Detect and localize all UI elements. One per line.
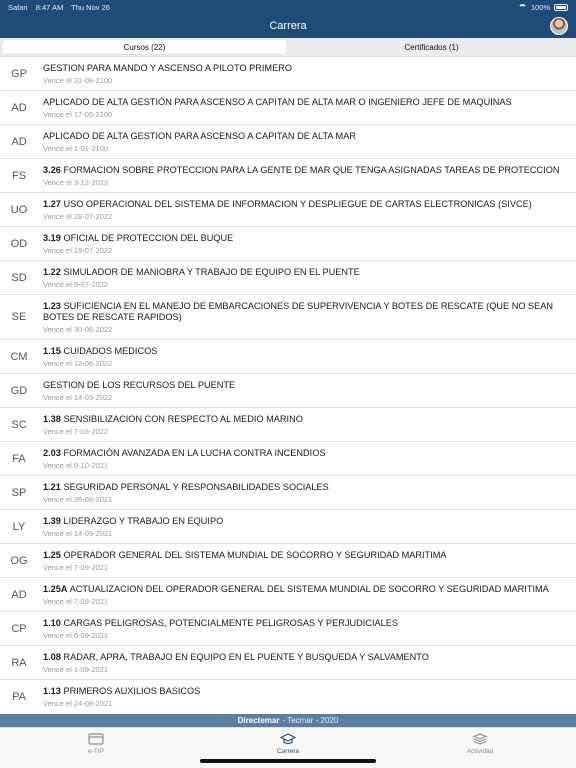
course-title: [43, 618, 398, 629]
course-name: SIMULADOR DE MANIOBRA Y TRABAJO DE EQUIPO EN EL PUENTE: [63, 267, 360, 277]
course-abbr: AD: [11, 135, 27, 148]
course-expiry: Vence el 1-09-2021: [43, 665, 109, 674]
course-row[interactable]: [0, 374, 576, 408]
course-name: APLICADO DE ALTA GESTION PARA ASCENSO A CAPITAN DE ALTA MAR: [43, 131, 356, 141]
course-row[interactable]: [0, 57, 576, 91]
course-row[interactable]: [0, 91, 576, 125]
course-row[interactable]: [0, 159, 576, 193]
tabbar-label-carrera: Carrera: [276, 748, 300, 755]
course-name: GESTION DE LOS RECURSOS DEL PUENTE: [43, 380, 236, 390]
course-name: GESTION PARA MANDO Y ASCENSO A PILOTO PRIMERO: [43, 63, 292, 73]
course-expiry: Vence el 7-09-2021: [43, 563, 109, 572]
course-row[interactable]: [0, 227, 576, 261]
course-expiry: Vence el 9-10-2021: [43, 461, 109, 470]
tabbar-item-etip[interactable]: [0, 728, 192, 768]
course-name: APLICADO DE ALTA GESTIÓN PARA ASCENSO A CAPITAN DE ALTA MAR O INGENIERO JEFE DE MAQUINAS: [43, 97, 512, 107]
course-code: 1.13: [43, 686, 61, 696]
course-code: 1.10: [43, 618, 61, 628]
footer-text: - Tecmar - 2020: [282, 716, 339, 725]
course-title: [43, 652, 429, 663]
course-row[interactable]: [0, 261, 576, 295]
course-row[interactable]: [0, 612, 576, 646]
course-expiry: Vence el 14-03-2022: [43, 393, 113, 402]
home-indicator: [200, 759, 376, 763]
course-row[interactable]: [0, 680, 576, 713]
course-name: SENSIBILIZACION CON RESPECTO AL MEDIO MARINO: [63, 414, 303, 424]
avatar[interactable]: [550, 17, 568, 35]
footer-strip: [0, 714, 576, 727]
course-code: 1.38: [43, 414, 61, 424]
course-expiry: Vence el 7-03-2022: [43, 427, 109, 436]
course-code: 3.19: [43, 233, 61, 243]
course-code: 2.03: [43, 448, 61, 458]
course-body: [38, 476, 337, 509]
course-title: [43, 686, 200, 697]
tabbar-label-etip: e-TIP: [88, 748, 104, 755]
course-abbr: RA: [11, 656, 27, 669]
course-body: [38, 578, 557, 611]
course-code: 1.27: [43, 199, 61, 209]
course-row[interactable]: [0, 125, 576, 159]
page-title: Carrera: [269, 20, 307, 32]
course-expiry: Vence el 19-07-2022: [43, 246, 113, 255]
course-code: 1.23: [43, 301, 61, 311]
course-name: USO OPERACIONAL DEL SISTEMA DE INFORMACION Y DESPLIEGUE DE CARTAS ELECTRONICAS (SIVCE): [63, 199, 532, 209]
course-row[interactable]: [0, 442, 576, 476]
course-code: 1.08: [43, 652, 61, 662]
course-name: OFICIAL DE PROTECCION DEL BUQUE: [63, 233, 234, 243]
course-abbr: AD: [11, 588, 27, 601]
course-code: 1.39: [43, 516, 61, 526]
course-name: SEGURIDAD PERSONAL Y RESPONSABILIDADES SOCIALES: [63, 482, 329, 492]
course-title: [43, 233, 233, 244]
course-title: [43, 448, 326, 459]
course-body: [38, 91, 520, 124]
tabbar-item-actividad[interactable]: [384, 728, 576, 768]
course-abbr: CP: [11, 622, 27, 635]
course-expiry: Vence el 9-07-2022: [43, 280, 109, 289]
course-body: [38, 680, 208, 713]
course-name: OPERADOR GENERAL DEL SISTEMA MUNDIAL DE SOCORRO Y SEGURIDAD MARITIMA: [63, 550, 447, 560]
course-list: [0, 57, 576, 713]
tabbar-label-actividad: Actividad: [466, 748, 494, 755]
course-name: SUFICIENCIA EN EL MANEJO DE EMBARCACIONES DE SUPERVIVENCIA Y BOTES DE RESCATE (QUE NO SEAN BOTES DE RESCATE RAPIDOS): [43, 301, 554, 322]
course-name: PRIMEROS AUXILIOS BASICOS: [63, 686, 201, 696]
course-abbr: GD: [10, 384, 28, 397]
course-title: [43, 97, 512, 108]
course-body: [38, 646, 437, 679]
course-row[interactable]: [0, 646, 576, 680]
course-name: CARGAS PELIGROSAS, POTENCIALMENTE PELIGROSAS Y PERJUDICIALES: [63, 618, 399, 628]
course-abbr: AD: [11, 101, 27, 114]
course-code: 1.21: [43, 482, 61, 492]
course-title: [43, 131, 356, 142]
course-abbr: FS: [11, 169, 27, 182]
course-body: [38, 340, 165, 373]
course-row[interactable]: [0, 578, 576, 612]
course-expiry: Vence el 30-06-2022: [43, 325, 113, 334]
course-abbr: OG: [10, 554, 28, 567]
course-name: ACTUALIZACION DEL OPERADOR GENERAL DEL SISTEMA MUNDIAL DE SOCORRO Y SEGURIDAD MARITIMA: [69, 584, 549, 594]
card-icon: [88, 733, 104, 745]
battery-icon: [554, 4, 568, 11]
course-abbr: LY: [12, 520, 26, 533]
course-title: [43, 584, 549, 595]
course-body: [38, 125, 364, 158]
course-abbr: SC: [11, 418, 27, 431]
nav-bar: [0, 14, 576, 38]
course-body: [38, 159, 568, 192]
course-title: [43, 346, 157, 357]
course-row[interactable]: [0, 295, 576, 340]
course-abbr: PA: [12, 690, 26, 703]
course-expiry: Vence el 24-08-2021: [43, 699, 113, 708]
course-name: RADAR, APRA, TRABAJO EN EQUIPO EN EL PUENTE Y BUSQUEDA Y SALVAMENTO: [63, 652, 429, 662]
status-bar: [0, 0, 576, 14]
course-row[interactable]: [0, 476, 576, 510]
course-name: FORMACIÓN AVANZADA EN LA LUCHA CONTRA INCENDIOS: [63, 448, 326, 458]
course-body: [38, 261, 368, 294]
course-title: [43, 550, 447, 561]
course-expiry: Vence el 12-06-2022: [43, 359, 113, 368]
course-expiry: Vence el 7-09-2021: [43, 597, 109, 606]
course-title: [43, 199, 532, 210]
tab-cursos[interactable]: Cursos (22): [2, 40, 287, 54]
course-name: LIDERAZGO Y TRABAJO EN EQUIPO: [63, 516, 224, 526]
course-abbr: FA: [12, 452, 26, 465]
course-body: [38, 612, 406, 645]
course-code: 1.15: [43, 346, 61, 356]
course-abbr: SD: [11, 271, 27, 284]
layers-icon: [472, 733, 488, 745]
course-expiry: Vence el 1-01-2100: [43, 144, 109, 153]
course-title: [43, 301, 568, 323]
course-body: [38, 510, 231, 543]
course-code: 1.25A: [43, 584, 68, 594]
course-expiry: Vence el 6-09-2021: [43, 631, 109, 640]
course-title: [43, 482, 329, 493]
wifi-icon: [518, 4, 527, 11]
course-abbr: SE: [11, 311, 27, 323]
course-abbr: OD: [10, 237, 28, 250]
course-expiry: Vence el 17-05-2100: [43, 110, 113, 119]
course-body: [38, 544, 455, 577]
segmented-control: [0, 38, 576, 57]
course-abbr: GP: [11, 67, 27, 80]
course-expiry: Vence el 26-09-2021: [43, 495, 113, 504]
tab-certificados[interactable]: Certificados (1): [404, 42, 459, 52]
course-body: [38, 295, 576, 339]
course-body: [38, 57, 300, 90]
course-abbr: UO: [10, 203, 28, 216]
course-code: 1.22: [43, 267, 61, 277]
course-title: [43, 267, 360, 278]
course-title: [43, 516, 223, 527]
course-title: [43, 414, 303, 425]
course-abbr: CM: [10, 350, 28, 363]
course-name: FORMACION SOBRE PROTECCION PARA LA GENTE DE MAR QUE TENGA ASIGNADAS TAREAS DE PROTECCION: [63, 165, 560, 175]
status-time: 8:47 AM: [35, 2, 64, 12]
course-expiry: Vence el 3-12-2023: [43, 178, 109, 187]
graduation-cap-icon: [280, 733, 296, 745]
course-code: 3.26: [43, 165, 61, 175]
course-row[interactable]: [0, 408, 576, 442]
footer-brand: Directemar: [237, 716, 280, 725]
course-title: [43, 63, 292, 74]
course-row[interactable]: [0, 340, 576, 374]
course-abbr: SP: [11, 486, 27, 499]
course-body: [38, 408, 311, 441]
course-row[interactable]: [0, 193, 576, 227]
course-row[interactable]: [0, 544, 576, 578]
course-title: [43, 165, 560, 176]
status-carrier: Safari: [8, 2, 28, 12]
course-body: [38, 193, 540, 226]
course-row[interactable]: [0, 510, 576, 544]
course-expiry: Vence el 28-07-2022: [43, 212, 113, 221]
course-code: 1.25: [43, 550, 61, 560]
course-body: [38, 227, 241, 260]
course-body: [38, 442, 334, 475]
course-name: CUIDADOS MEDICOS: [63, 346, 158, 356]
course-body: [38, 374, 243, 407]
course-expiry: Vence el 31-08-2100: [43, 76, 113, 85]
course-expiry: Vence el 14-09-2021: [43, 529, 113, 538]
course-title: [43, 380, 235, 391]
status-battery-text: 100%: [530, 2, 550, 12]
status-date: Thu Nov 26: [71, 2, 110, 12]
